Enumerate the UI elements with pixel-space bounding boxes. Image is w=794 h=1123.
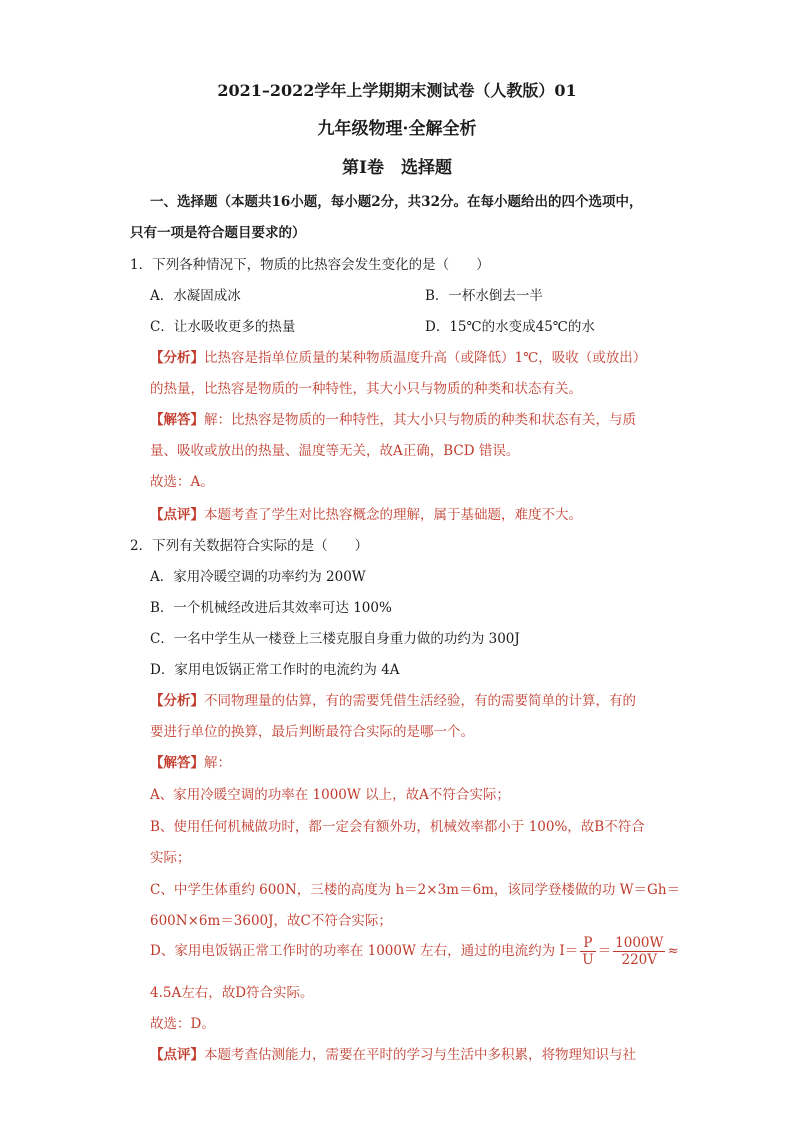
volume-heading: 第Ⅰ卷 选择题	[342, 158, 452, 178]
q1-comment-tag: 【点评】	[150, 507, 204, 523]
approx-sign: ≈	[667, 943, 679, 959]
q1-answer-text: 解：比热容是物质的一种特性，其大小只与物质的种类和状态有关，与质	[204, 412, 636, 428]
equals-sign: ＝	[597, 943, 612, 959]
q2-option-d: D．家用电饭锅正常工作时的电流约为 4A	[150, 662, 400, 678]
q2-comment-tag: 【点评】	[150, 1047, 204, 1063]
q2-comment-text: 本题考查估测能力，需要在平时的学习与生活中多积累，将物理知识与社	[204, 1047, 636, 1063]
exam-title: 2021–2022学年上学期期末测试卷（人教版）01	[217, 81, 577, 100]
q2-explain-d-2: 4.5A左右，故D符合实际。	[150, 985, 314, 1001]
fraction-p-over-u	[580, 935, 595, 968]
q2-analysis-tag: 【分析】	[150, 693, 204, 709]
section-instruction-2: 只有一项是符合题目要求的）	[130, 225, 306, 241]
q1-stem: 1．下列各种情况下，物质的比热容会发生变化的是（ ）	[130, 257, 490, 273]
section-instruction-1: 一、选择题（本题共16小题，每小题2分，共32分。在每小题给出的四个选项中，	[150, 194, 643, 210]
q1-answer-tag: 【解答】	[150, 412, 204, 428]
q1-choice: 故选：A。	[150, 474, 214, 490]
q2-explain-c-1: C、中学生体重约 600N，三楼的高度为 h＝2×3m＝6m，该同学登楼做的功 W＝Gh＝	[150, 882, 681, 898]
q2-explain-c-2: 600N×6m＝3600J，故C不符合实际；	[150, 913, 392, 929]
q2-analysis-2: 要进行单位的换算，最后判断最符合实际的是哪一个。	[150, 724, 474, 740]
q1-comment-text: 本题考查了学生对比热容概念的理解，属于基础题，难度不大。	[204, 507, 582, 523]
q2-explain-b-1: B、使用任何机械做功时，都一定会有额外功，机械效率都小于 100%，故B不符合	[150, 819, 645, 835]
q1-option-c: C．让水吸收更多的热量	[150, 319, 296, 335]
q2-comment	[150, 1046, 690, 1064]
q1-analysis-2: 的热量，比热容是物质的一种特性，其大小只与物质的种类和状态有关。	[150, 381, 582, 397]
fraction-numerator: 1000W	[615, 935, 664, 951]
q2-option-c: C．一名中学生从一楼登上三楼克服自身重力做的功约为 300J	[150, 631, 520, 647]
fraction-1000w-over-220v	[613, 935, 665, 968]
q2-explain-d-1	[150, 934, 690, 968]
q2-analysis-text: 不同物理量的估算，有的需要凭借生活经验，有的需要简单的计算，有的	[204, 693, 636, 709]
q1-option-a: A．水凝固成冰	[150, 288, 241, 304]
q2-option-a: A．家用冷暖空调的功率约为 200W	[150, 569, 366, 585]
fraction-numerator: P	[580, 935, 595, 952]
q1-option-d: D．15℃的水变成45℃的水	[425, 319, 595, 335]
q2-option-b: B．一个机械经改进后其效率可达 100%	[150, 600, 392, 616]
q2-explain-d-text: D、家用电饭锅正常工作时的功率在 1000W 左右，通过的电流约为 I＝	[150, 943, 579, 959]
fraction-denominator: 220V	[621, 952, 658, 968]
exam-subtitle: 九年级物理·全解全析	[317, 119, 477, 139]
q2-stem: 2．下列有关数据符合实际的是（ ）	[130, 538, 369, 554]
q1-answer-2: 量、吸收或放出的热量、温度等无关，故A正确，BCD 错误。	[150, 443, 520, 459]
q1-analysis-1	[150, 349, 690, 367]
q2-explain-a: A、家用冷暖空调的功率在 1000W 以上，故A不符合实际；	[150, 787, 510, 803]
q1-analysis-text: 比热容是指单位质量的某种物质温度升高（或降低）1℃，吸收（或放出）	[204, 350, 647, 366]
q1-option-b: B．一杯水倒去一半	[425, 288, 543, 304]
fraction-denominator: U	[582, 952, 594, 968]
q2-answer-head-text: 解：	[204, 755, 231, 771]
q2-choice: 故选：D。	[150, 1016, 215, 1032]
q1-analysis-tag: 【分析】	[150, 350, 204, 366]
q1-answer-1	[150, 411, 690, 429]
q2-answer-tag: 【解答】	[150, 755, 204, 771]
q1-comment	[150, 506, 690, 524]
q2-analysis-1	[150, 692, 690, 710]
q2-explain-b-2: 实际；	[150, 850, 191, 866]
q2-answer-head	[150, 754, 690, 772]
